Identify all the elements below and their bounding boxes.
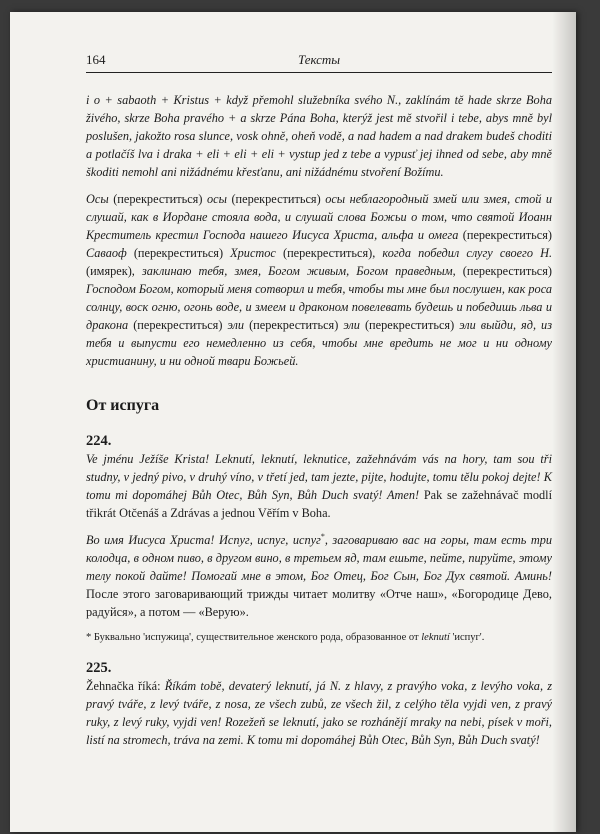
section-title: От испуга [86,397,160,414]
entry-224-czech: Ve jménu Ježíše Krista! Leknutí, leknutí, leknutice, zažehnávám vás na hory, tam sou tři studny, v jedný pivo, v druhý víno, v třetí jed, tam jezte, pijte, hodujte, tomu tělu pokoj dejte! K tomu mi dopomáhej Bůh Otec, Bůh Syn, Bůh Duch svatý! Amen! Pak se zažehnávač modlí třikrát Otčenáš a Zdrávas a jednou Věřím v Boha. [86,452,552,520]
page-header [86,52,552,73]
page-spine-shadow [552,12,576,832]
entry-225-czech: Žehnačka říká: Říkám tobě, devaterý leknutí, já N. z hlavy, z pravýho voka, z levýho voka, z pravý tváře, z levý tváře, z nosa, ze všech zubů, ze všech žil, z celýho těla vyjdi ven, z pravý ruky, z levý ruky, vyjdi ven! Rozežeň se leknutí, jako se rozhánějí mraky na nebi, písek v moři, listí na stromech, tráva na zemi. K tomu mi dopomáhej Bůh Otec, Bůh Syn, Bůh Duch svatý! [86,679,553,748]
entry-number-224: 224. [86,433,112,449]
page-content [86,52,552,749]
czech-text-continued: i o + sabaoth + Kristus + když přemohl služebníka svého N., zaklínám tě hade skrze Boha živého, skrze Boha pravého + a skrze Pána Boha, kterýž jest mě stvořil i tebe, abys mně byl poslušen, jakožto rosa slunce, vosk ohně, oheň vodě, a nad hadem a nad drakem budeš choditi a potlačíš lva i draka + eli + eli + eli + vystup jed z tebe a vypusť jej ihned od sebe, aby mně škoditi nemohl ani nižádnému křesťanu, ani nižádnému stvoření Božímu. [86,93,552,179]
entry-224-russian: Во имя Иисуса Христа! Испуг, испуг, испуг*, заговариваю вас на горы, там есть три колодца, в одном пиво, в другом вино, в третьем яд, там ешьте, пейте, пируйте, этому телу покой дайте! Помогай мне в этом, Бог Отец, Бог Сын, Бог Дух святой. Аминь! После этого заговаривающий трижды читает молитву «Отче наш», «Богородице Дево, радуйся», а потом — «Верую». [86,532,552,620]
entry-number-225: 225. [86,660,112,677]
page-number: 164 [86,52,106,67]
running-title: Тексты [297,52,341,67]
book-page [10,12,576,832]
footnote: * Буквально 'испужица', существительное женского рода, образованное от leknutí 'испуг'. [86,632,485,644]
russian-translation-paragraph: Осы (перекреститься) осы (перекреститься) осы неблагородный змей или змея, стой и слушай, как в Иордане стояла вода, и слушай слова Божьи о том, что святой Иоанн Креститель крестил Господа нашего Иисуса Христа, альфа и омега (перекреститься) Саваоф (перекреститься) Христос (перекреститься), когда победил слугу своего Н. (имярек), заклинаю тебя, змея, Богом живым, Богом праведным, (перекреститься) Господом Богом, который меня сотворил и тебя, чтобы ты мне был послушен, как роса солнцу, воск огню, огонь воде, и змеем и драконом повелевать будешь и победишь льва и дракона (перекреститься) эли (перекреститься) эли (перекреститься) эли выйди, яд, из тебя и выпусти его немедленно из себя, чтобы мне вредить не мог и ни одному христианину, и ни одной твари Божьей. [86,192,553,368]
